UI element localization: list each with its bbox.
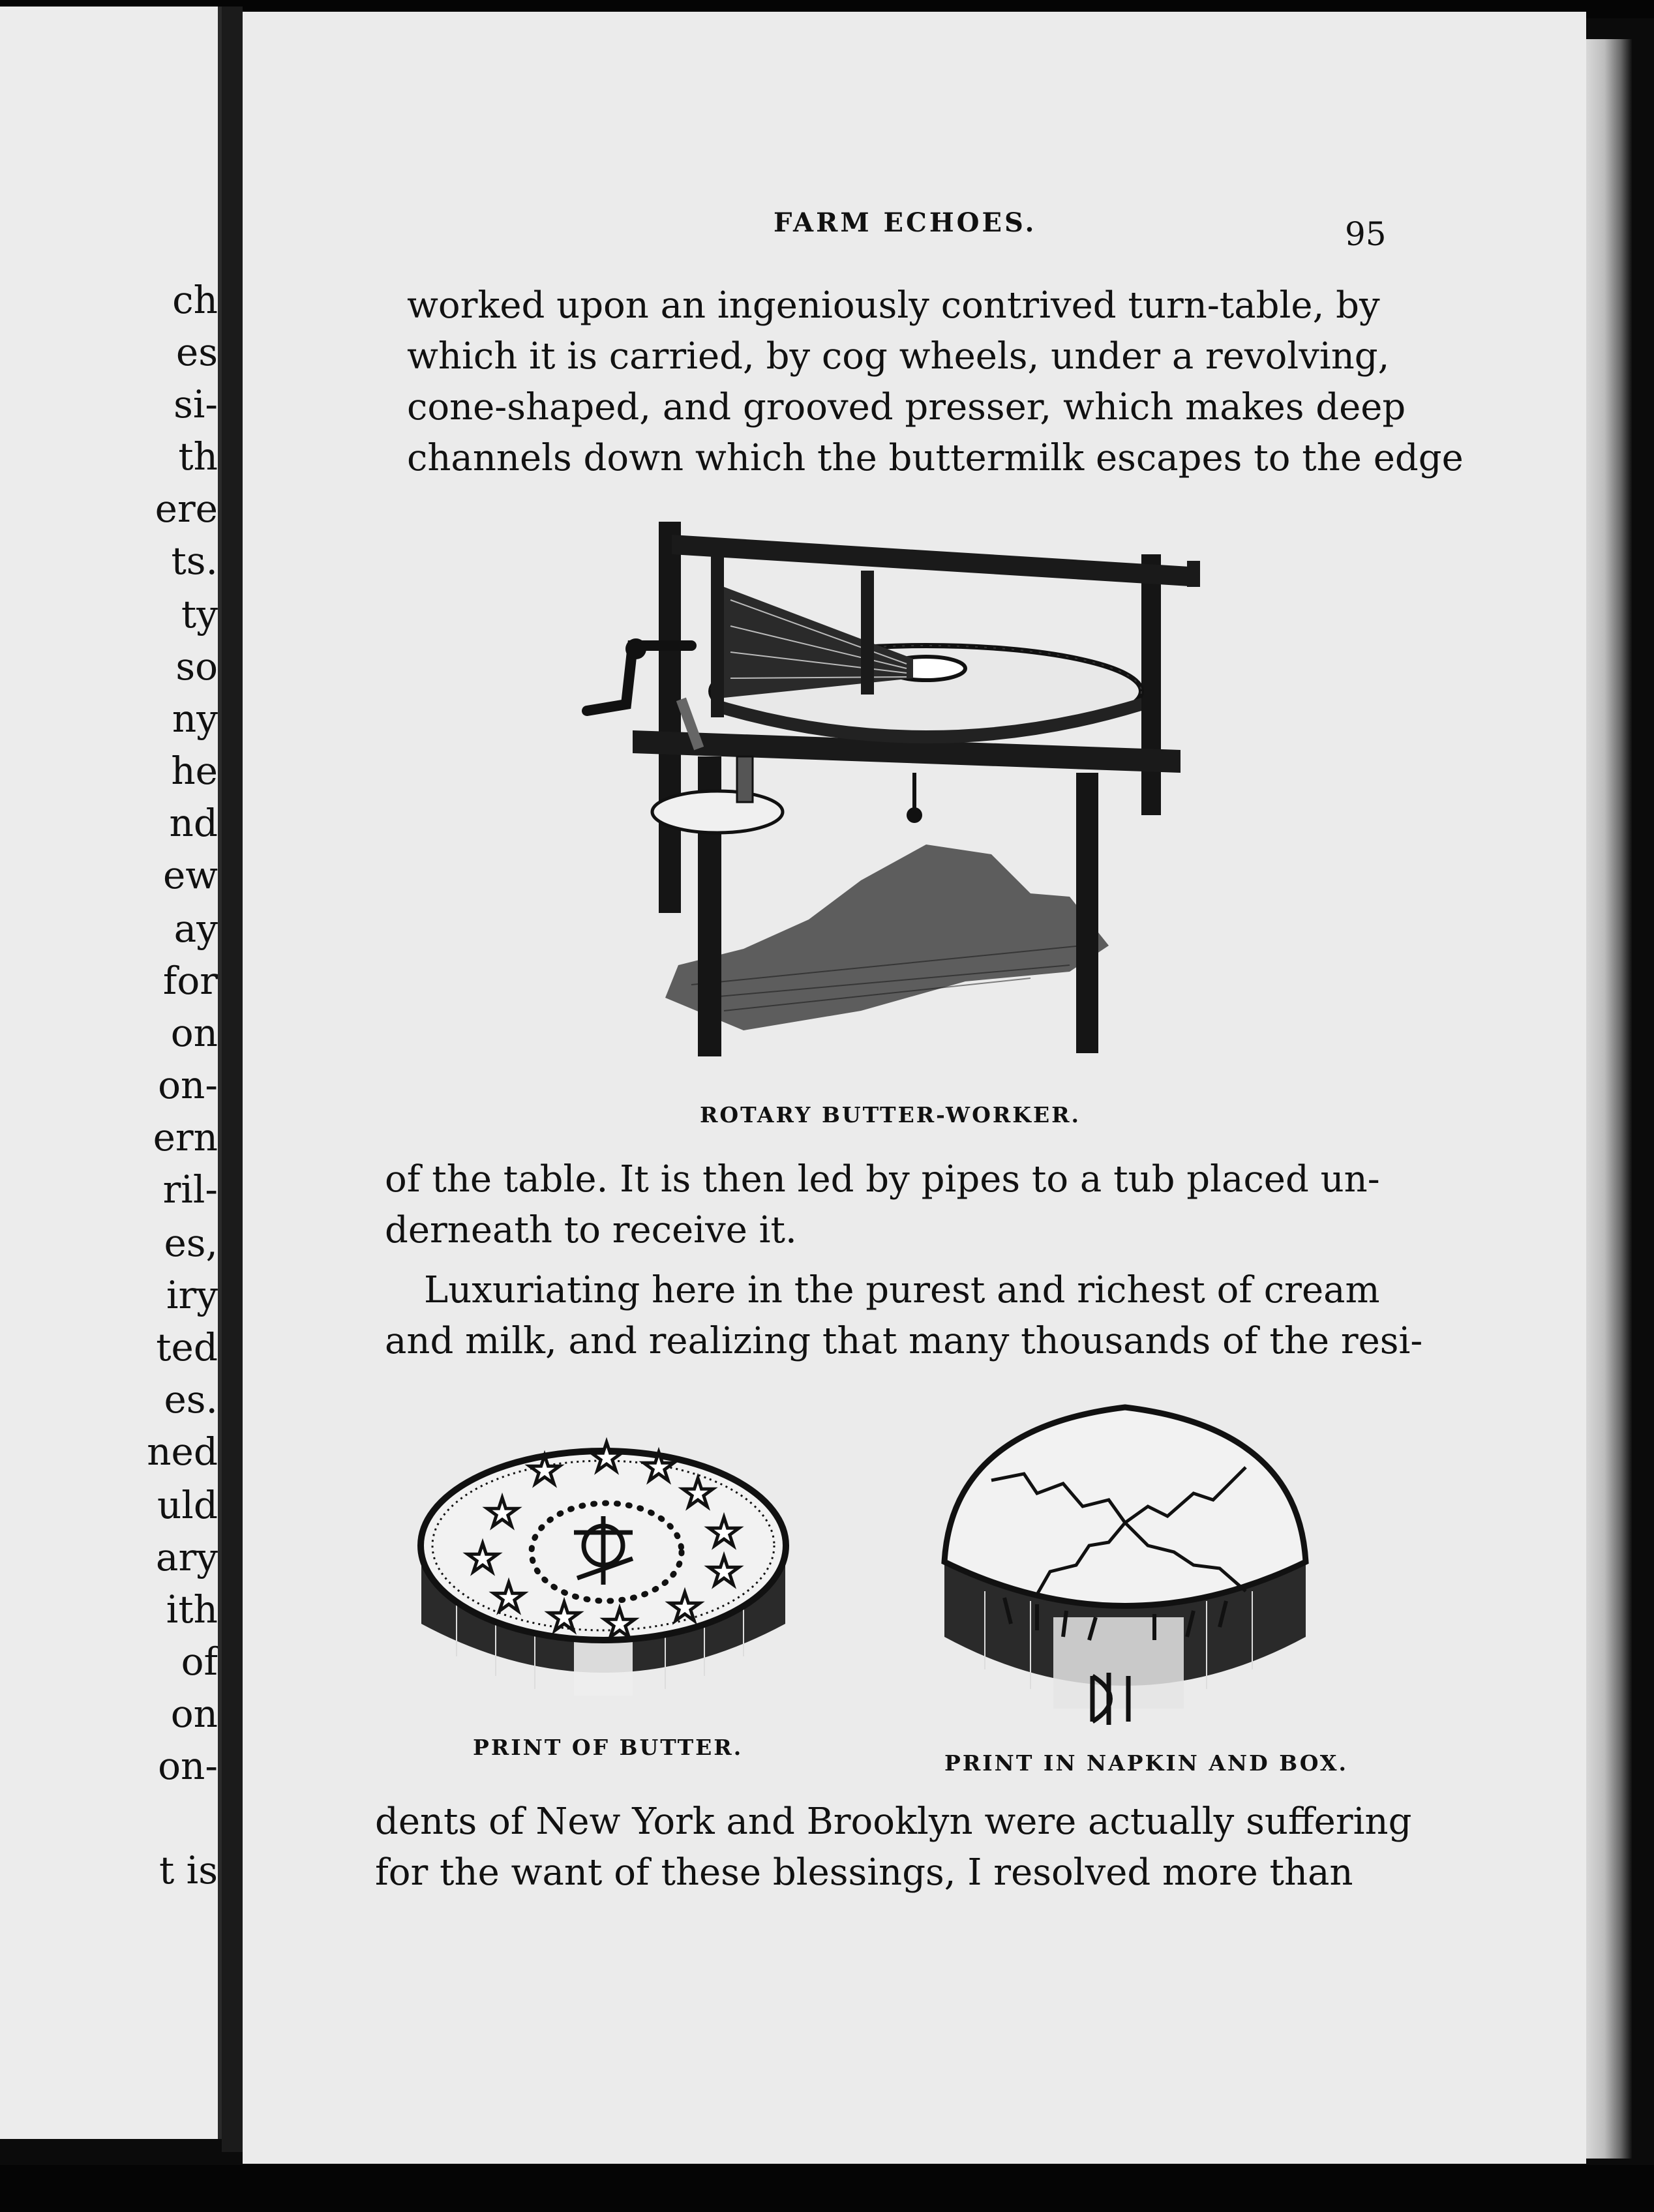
left-page-fragment: ew [163, 853, 218, 897]
butter-print-illustration [417, 1396, 789, 1735]
napkin-box-illustration [939, 1402, 1311, 1748]
left-page-fragment: ch [172, 278, 218, 322]
text-line: channels down which the buttermilk escapes to the edge [407, 437, 1464, 479]
svg-text:★: ★ [465, 1536, 500, 1581]
text-line: derneath to receive it. [385, 1209, 797, 1251]
left-page-fragment: t is [158, 1848, 218, 1892]
left-page-fragment: ary [155, 1535, 218, 1579]
paragraph-2 [385, 1154, 1380, 1256]
left-facing-page [0, 7, 222, 2139]
figure-caption: PRINT OF BUTTER. [473, 1735, 744, 1760]
book-gutter [222, 7, 243, 2152]
svg-text:★: ★ [547, 1594, 582, 1640]
text-line: dents of New York and Brooklyn were actually suffering [375, 1801, 1412, 1843]
page-edge-shadow [1586, 39, 1632, 2159]
figure-caption: PRINT IN NAPKIN AND BOX. [944, 1750, 1348, 1776]
left-page-fragment: on- [158, 1744, 218, 1788]
left-page-fragment: on [170, 1011, 218, 1055]
left-page-fragment: of [181, 1639, 218, 1684]
left-page-fragment: ere [155, 486, 218, 531]
rotary-butter-worker-illustration [574, 515, 1200, 1089]
svg-text:★: ★ [491, 1575, 526, 1621]
svg-text:★: ★ [706, 1549, 742, 1594]
paragraph-1 [407, 280, 1464, 484]
svg-text:★: ★ [680, 1471, 715, 1516]
left-page-fragment: es, [164, 1221, 218, 1265]
svg-text:★: ★ [667, 1585, 702, 1630]
left-page-fragment: ty [181, 592, 218, 636]
paragraph-3 [385, 1265, 1423, 1367]
page-number: 95 [1345, 215, 1387, 253]
text-line: Luxuriating here in the purest and richest of cream [424, 1269, 1380, 1311]
left-page-fragment: he [171, 749, 218, 793]
text-line: and milk, and realizing that many thousands of the resi- [385, 1320, 1423, 1362]
svg-text:★: ★ [485, 1490, 520, 1536]
left-page-fragment: on- [158, 1063, 218, 1107]
left-page-fragment: es [175, 330, 218, 374]
text-line: worked upon an ingeniously contrived turn-table, by [407, 284, 1380, 327]
svg-text:★: ★ [527, 1448, 562, 1493]
left-page-fragment: ted [156, 1325, 218, 1369]
left-page-fragment: uld [157, 1483, 218, 1527]
left-page-fragment: es. [164, 1377, 218, 1422]
left-page-fragment: iry [166, 1273, 218, 1317]
text-line: cone-shaped, and grooved presser, which makes deep [407, 386, 1406, 428]
left-page-fragment: ny [172, 696, 218, 741]
left-page-fragment: ay [173, 906, 218, 951]
left-page-fragment: ts. [171, 539, 218, 583]
running-head: FARM ECHOES. [774, 207, 1037, 238]
svg-text:★: ★ [602, 1601, 637, 1647]
left-page-fragment: on [170, 1692, 218, 1736]
svg-text:★: ★ [589, 1435, 624, 1480]
text-line: for the want of these blessings, I resolved more than [375, 1851, 1353, 1894]
text-line: which it is carried, by cog wheels, under a revolving, [407, 335, 1390, 378]
left-page-fragment: ned [147, 1429, 218, 1474]
left-page-fragment: nd [169, 801, 218, 845]
left-page-fragment: ith [166, 1587, 218, 1632]
svg-text:★: ★ [641, 1444, 676, 1490]
svg-text:★: ★ [706, 1510, 742, 1555]
left-page-fragment: th [178, 434, 218, 479]
figure-caption: ROTARY BUTTER-WORKER. [700, 1102, 1081, 1128]
left-page-fragment: for [162, 959, 218, 1003]
scan-border-bottom [0, 2165, 1654, 2212]
text-line: of the table. It is then led by pipes to a tub placed un- [385, 1158, 1380, 1201]
paragraph-4 [375, 1797, 1412, 1898]
left-page-fragment: ril- [162, 1167, 218, 1212]
left-page-fragment: so [175, 644, 218, 689]
left-page-fragment: ern [153, 1115, 218, 1159]
left-page-fragment: si- [173, 382, 218, 426]
